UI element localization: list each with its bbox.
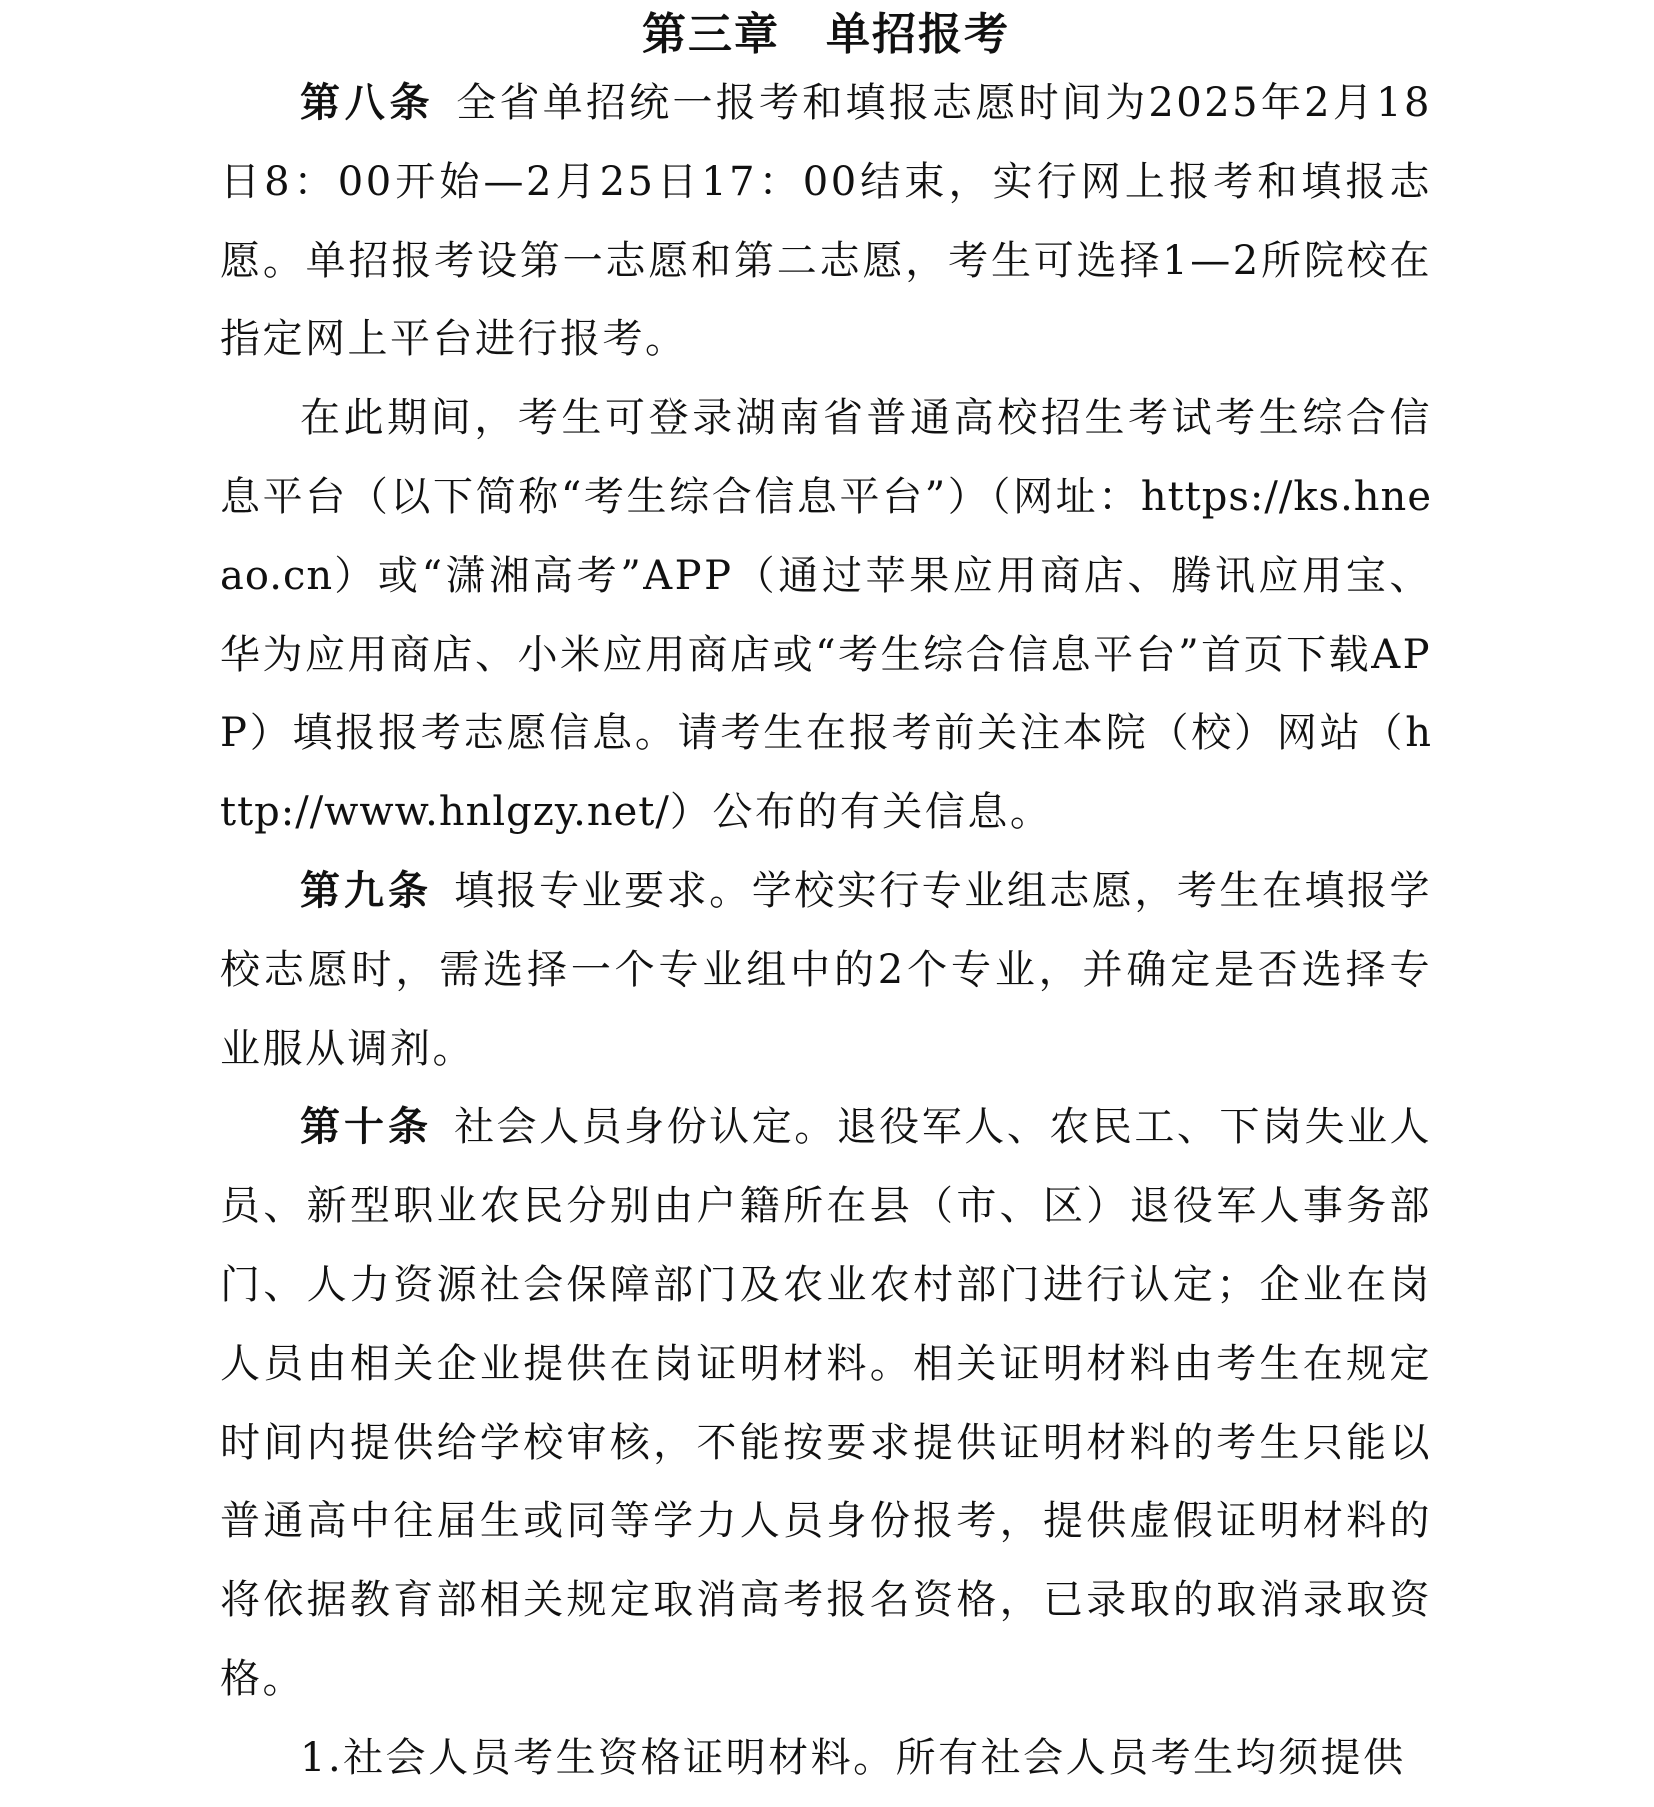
article-8-para2-text-2: ）或“潇湘高考”APP（通过苹果应用商店、腾讯应用宝、华为应用商店、小米应用商店或“考生综合信息平台”首页下载APP）填报报考志愿信息。请考生在报考前关注本院（校）网站（: [220, 552, 1432, 757]
article-8-para2-text-1: 在此期间，考生可登录湖南省普通高校招生考试考生综合信息平台（以下简称“考生综合信息平台”）（网址：: [220, 395, 1432, 520]
article-9-number: 第九条: [300, 867, 433, 914]
article-8-number: 第八条: [300, 80, 435, 126]
article-10-paragraph: [220, 1088, 1432, 1718]
article-8-paragraph-1: [220, 64, 1432, 379]
item-1-paragraph: [220, 1719, 1432, 1798]
platform-url-link[interactable]: https://ks.hneao.cn: [220, 473, 1432, 599]
chapter-title: 第三章 单招报考: [642, 9, 1010, 60]
item-1-text: 1.社会人员考生资格证明材料。所有社会人员考生均须提供: [300, 1734, 1406, 1781]
document-page: [220, 0, 1432, 1798]
article-9-paragraph: [220, 852, 1432, 1088]
article-9-text: 填报专业要求。学校实行专业组志愿，考生在填报学校志愿时，需选择一个专业组中的2个专业，并确定是否选择专业服从调剂。: [220, 867, 1433, 1072]
article-8-para2-text-3: ）公布的有关信息。: [669, 789, 1053, 836]
school-website-link[interactable]: http://www.hnlgzy.net/: [220, 710, 1432, 836]
article-8-text: 全省单招统一报考和填报志愿时间为2025年2月18日8：00开始—2月25日17：00结束，实行网上报考和填报志愿。单招报考设第一志愿和第二志愿，考生可选择1—2所院校在指定网上平台进行报考。: [220, 80, 1432, 363]
article-10-number: 第十条: [300, 1104, 433, 1151]
article-8-paragraph-2: [220, 379, 1432, 852]
article-10-text: 社会人员身份认定。退役军人、农民工、下岗失业人员、新型职业农民分别由户籍所在县（市、区）退役军人事务部门、人力资源社会保障部门及农业农村部门进行认定；企业在岗人员由相关企业提供在岗证明材料。相关证明材料由考生在规定时间内提供给学校审核，不能按要求提供证明材料的考生只能以普通高中往届生或同等学力人员身份报考，提供虚假证明材料的将依据教育部相关规定取消高考报名资格，已录取的取消录取资格。: [220, 1104, 1433, 1702]
